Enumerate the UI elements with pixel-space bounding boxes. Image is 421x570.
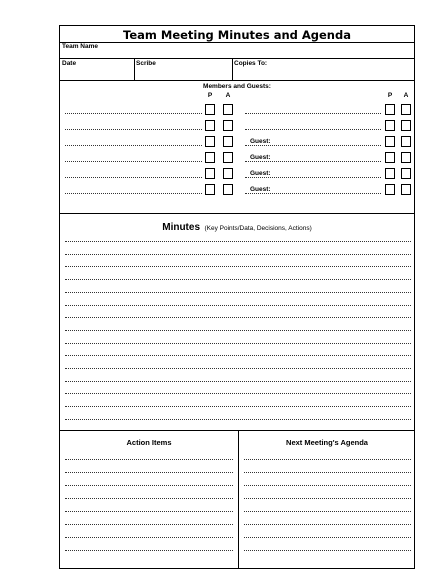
minutes-line[interactable] (65, 254, 411, 255)
agenda-line[interactable] (244, 459, 411, 460)
minutes-line[interactable] (65, 241, 411, 242)
absent-checkbox[interactable] (223, 136, 233, 147)
absent-header: A (403, 92, 409, 99)
present-checkbox[interactable] (205, 168, 215, 179)
absent-checkbox[interactable] (401, 152, 411, 163)
member-name-line[interactable] (65, 177, 202, 178)
minutes-line[interactable] (65, 266, 411, 267)
present-checkbox[interactable] (385, 136, 395, 147)
present-checkbox[interactable] (385, 184, 395, 195)
divider (60, 80, 414, 81)
absent-checkbox[interactable] (401, 120, 411, 131)
minutes-line[interactable] (65, 355, 411, 356)
minutes-heading: Minutes (162, 222, 201, 233)
absent-checkbox[interactable] (401, 168, 411, 179)
divider (238, 430, 239, 569)
member-name-line[interactable] (65, 145, 202, 146)
present-checkbox[interactable] (205, 152, 215, 163)
present-checkbox[interactable] (205, 136, 215, 147)
form-title: Team Meeting Minutes and Agenda (123, 28, 351, 42)
absent-checkbox[interactable] (401, 184, 411, 195)
agenda-line[interactable] (244, 511, 411, 512)
date-label: Date (62, 60, 77, 67)
meeting-form (59, 25, 415, 569)
agenda-line[interactable] (244, 472, 411, 473)
copies-to-label: Copies To: (234, 60, 268, 67)
member-name-line[interactable] (65, 161, 202, 162)
absent-checkbox[interactable] (223, 104, 233, 115)
agenda-line[interactable] (244, 485, 411, 486)
divider (60, 430, 414, 431)
minutes-line[interactable] (65, 381, 411, 382)
agenda-line[interactable] (244, 550, 411, 551)
action-item-line[interactable] (65, 524, 233, 525)
present-checkbox[interactable] (205, 184, 215, 195)
absent-checkbox[interactable] (223, 120, 233, 131)
minutes-line[interactable] (65, 292, 411, 293)
absent-checkbox[interactable] (223, 152, 233, 163)
present-checkbox[interactable] (385, 120, 395, 131)
minutes-line[interactable] (65, 330, 411, 331)
present-checkbox[interactable] (205, 120, 215, 131)
guest-label: Guest: (250, 154, 271, 161)
action-item-line[interactable] (65, 498, 233, 499)
agenda-line[interactable] (244, 537, 411, 538)
divider (232, 58, 233, 80)
minutes-subheading: (Key Points/Data, Decisions, Actions) (204, 225, 312, 232)
present-header: P (207, 92, 213, 99)
present-checkbox[interactable] (385, 168, 395, 179)
absent-checkbox[interactable] (223, 168, 233, 179)
divider (60, 42, 414, 43)
present-header: P (387, 92, 393, 99)
present-checkbox[interactable] (385, 104, 395, 115)
minutes-line[interactable] (65, 406, 411, 407)
member-name-line[interactable] (65, 193, 202, 194)
minutes-line[interactable] (65, 419, 411, 420)
minutes-line[interactable] (65, 279, 411, 280)
action-item-line[interactable] (65, 550, 233, 551)
member-name-line[interactable] (245, 129, 381, 130)
next-agenda-heading: Next Meeting's Agenda (286, 438, 368, 447)
guest-label: Guest: (250, 186, 271, 193)
absent-checkbox[interactable] (401, 136, 411, 147)
action-item-line[interactable] (65, 511, 233, 512)
members-heading: Members and Guests: (203, 83, 271, 90)
agenda-line[interactable] (244, 524, 411, 525)
guest-label: Guest: (250, 138, 271, 145)
divider (60, 213, 414, 214)
divider (134, 58, 135, 80)
guest-label: Guest: (250, 170, 271, 177)
member-name-line[interactable] (245, 113, 381, 114)
agenda-line[interactable] (244, 498, 411, 499)
absent-header: A (225, 92, 231, 99)
minutes-heading-block (60, 217, 414, 235)
minutes-line[interactable] (65, 305, 411, 306)
absent-checkbox[interactable] (401, 104, 411, 115)
member-name-line[interactable] (65, 113, 202, 114)
absent-checkbox[interactable] (223, 184, 233, 195)
scribe-label: Scribe (136, 60, 156, 67)
minutes-line[interactable] (65, 343, 411, 344)
minutes-line[interactable] (65, 317, 411, 318)
action-item-line[interactable] (65, 485, 233, 486)
action-items-heading: Action Items (126, 438, 172, 447)
present-checkbox[interactable] (205, 104, 215, 115)
minutes-line[interactable] (65, 393, 411, 394)
action-item-line[interactable] (65, 472, 233, 473)
present-checkbox[interactable] (385, 152, 395, 163)
minutes-line[interactable] (65, 368, 411, 369)
divider (60, 58, 414, 59)
action-item-line[interactable] (65, 459, 233, 460)
action-item-line[interactable] (65, 537, 233, 538)
member-name-line[interactable] (65, 129, 202, 130)
team-name-label: Team Name (62, 43, 99, 50)
